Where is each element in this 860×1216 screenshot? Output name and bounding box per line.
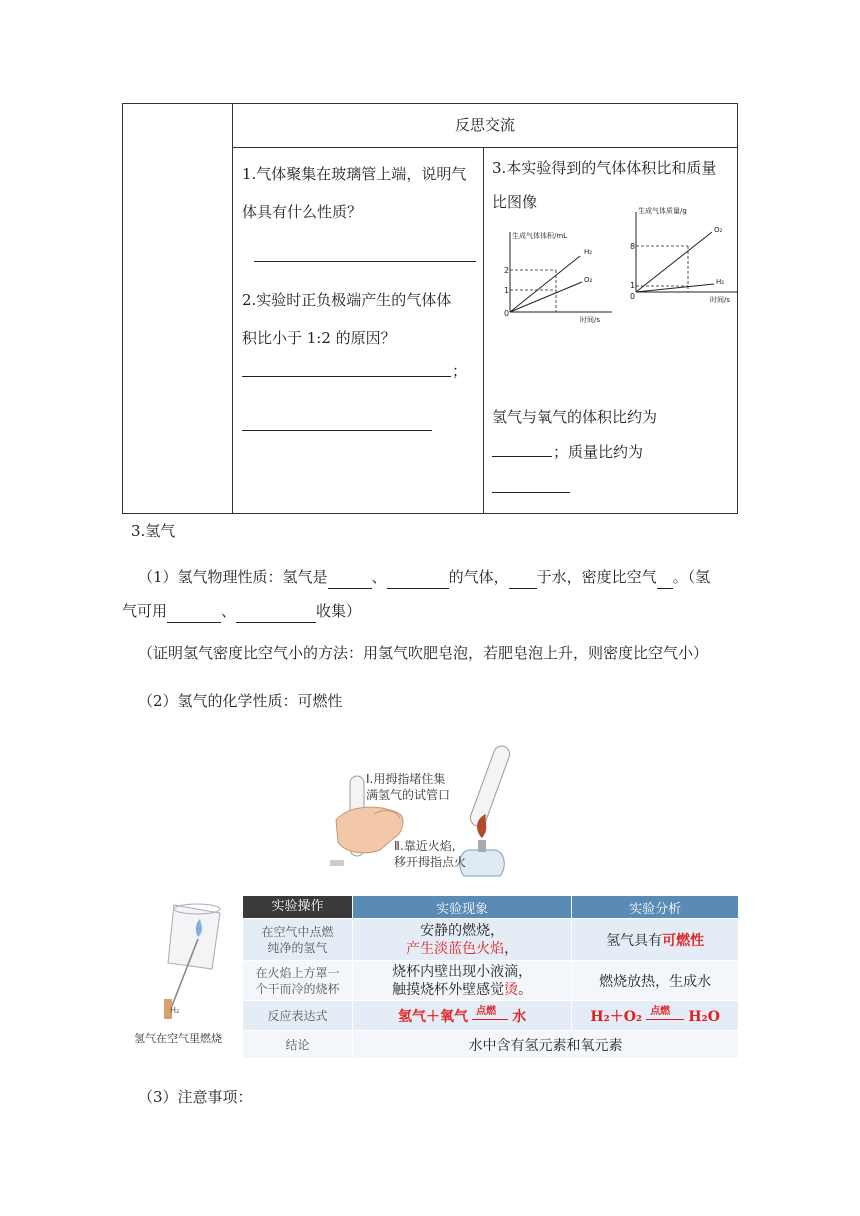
volume-chart-ylabel: 生成气体体积/mL [512, 232, 568, 240]
physical-properties-line1: （1）氢气物理性质：氢气是 、 的气体， 于水，密度比空气 。（氢 [138, 566, 710, 589]
series-line-h2 [636, 284, 714, 292]
figure-caption: 氢气在空气里燃烧 [134, 1032, 222, 1045]
beaker-over-flame-illustration [150, 895, 240, 1035]
question-2-line2: 积比小于 1:2 的原因？ [242, 329, 396, 347]
volume-ratio-chart [494, 222, 616, 324]
header-operation: 实验操作 [243, 896, 353, 919]
answer-blank-1[interactable] [254, 261, 476, 262]
header-analysis: 实验分析 [572, 896, 739, 919]
caption-step-2b: 移开拇指点火 [394, 855, 467, 869]
blank-solubility[interactable] [509, 566, 537, 589]
series-line-o2 [510, 282, 582, 312]
tick-0: 0 [504, 309, 510, 318]
mass-ratio-blank[interactable] [492, 492, 570, 493]
conclusion-cell: 水中含有氢元素和氧元素 [353, 1031, 739, 1059]
blank-color[interactable] [328, 566, 372, 589]
physical-properties-line2: 气可用 、 收集） [122, 600, 361, 623]
table-divider [232, 147, 738, 148]
table-divider [232, 103, 233, 514]
notes-heading: （3）注意事项： [138, 1088, 253, 1106]
tick-2: 2 [504, 266, 510, 275]
phenomenon-cell: 烧杯内壁出现小液滴， 触摸烧杯外壁感觉烫。 [353, 961, 572, 1001]
question-3-line2: 比图像 [492, 193, 538, 211]
formula-equation-cell: H₂＋O₂ 点燃 H₂O [572, 1001, 739, 1031]
question-1-line1: 1.气体聚集在玻璃管上端，说明气 [242, 165, 467, 183]
phenomenon-cell: 安静的燃烧， 产生淡蓝色火焰， [353, 919, 572, 961]
series-line-o2 [636, 232, 712, 292]
density-proof-note: （证明氢气密度比空气小的方法：用氢气吹肥皂泡，若肥皂泡上升，则密度比空气小） [138, 644, 709, 662]
series-label-h2: H₂ [584, 248, 593, 256]
experiment-table [242, 895, 739, 1059]
table-row [243, 961, 739, 1001]
table-row [243, 919, 739, 961]
table-row [243, 1031, 739, 1059]
section-heading: 3.氢气 [131, 522, 176, 540]
gas-label: H₂ [170, 1006, 180, 1015]
operation-cell: 反应表达式 [243, 1001, 353, 1031]
question-3-line1: 3.本实验得到的气体体积比和质量 [492, 159, 717, 177]
series-label-o2: O₂ [714, 226, 723, 234]
header-phenomenon: 实验现象 [353, 896, 572, 919]
tick-1: 1 [630, 281, 636, 290]
operation-cell: 在火焰上方罩一 个干而冷的烧杯 [243, 961, 353, 1001]
chemical-properties-heading: （2）氢气的化学性质：可燃性 [138, 692, 343, 710]
tick-0: 0 [630, 292, 636, 301]
question-1-line2: 体具有什么性质？ [242, 203, 363, 221]
mass-ratio-chart [624, 204, 740, 306]
answer-blank-2b[interactable] [242, 430, 432, 431]
semicolon: ； [452, 362, 468, 380]
mass-ratio-prompt: ；质量比约为 [553, 443, 644, 461]
analysis-cell: 燃烧放热，生成水 [572, 961, 739, 1001]
caption-step-1a: Ⅰ.用拇指堵住集 [366, 772, 446, 786]
question-3-answer: 氢气与氧气的体积比约为 [492, 408, 658, 426]
series-line-h2 [510, 256, 580, 312]
caption-step-2a: Ⅱ.靠近火焰, [394, 839, 456, 853]
operation-cell: 在空气中点燃 纯净的氢气 [243, 919, 353, 961]
operation-cell: 结论 [243, 1031, 353, 1059]
table-row [243, 1001, 739, 1031]
analysis-cell: 氢气具有可燃性 [572, 919, 739, 961]
tick-1: 1 [504, 286, 510, 295]
blank-smell[interactable] [387, 566, 449, 589]
series-label-h2: H₂ [716, 278, 725, 286]
volume-ratio-blank[interactable] [492, 456, 552, 457]
tick-8: 8 [630, 242, 636, 251]
word-equation-cell: 氢气＋氧气 点燃 水 [353, 1001, 572, 1031]
mass-chart-ylabel: 生成气体质量/g [638, 207, 687, 215]
blank-collect-1[interactable] [167, 600, 221, 623]
series-label-o2: O₂ [584, 276, 593, 284]
blank-collect-2[interactable] [236, 600, 316, 623]
volume-chart-xlabel: 时间/s [580, 316, 601, 324]
question-2-line1: 2.实验时正负极端产生的气体体 [242, 291, 452, 309]
table-divider [483, 147, 484, 514]
blank-density[interactable] [657, 566, 673, 589]
caption-step-1b: 满氢气的试管口 [366, 788, 451, 802]
table-header-row [243, 896, 739, 919]
mass-chart-xlabel: 时间/s [710, 296, 731, 304]
reflection-title: 反思交流 [454, 116, 515, 134]
answer-blank-2a[interactable] [242, 376, 451, 377]
